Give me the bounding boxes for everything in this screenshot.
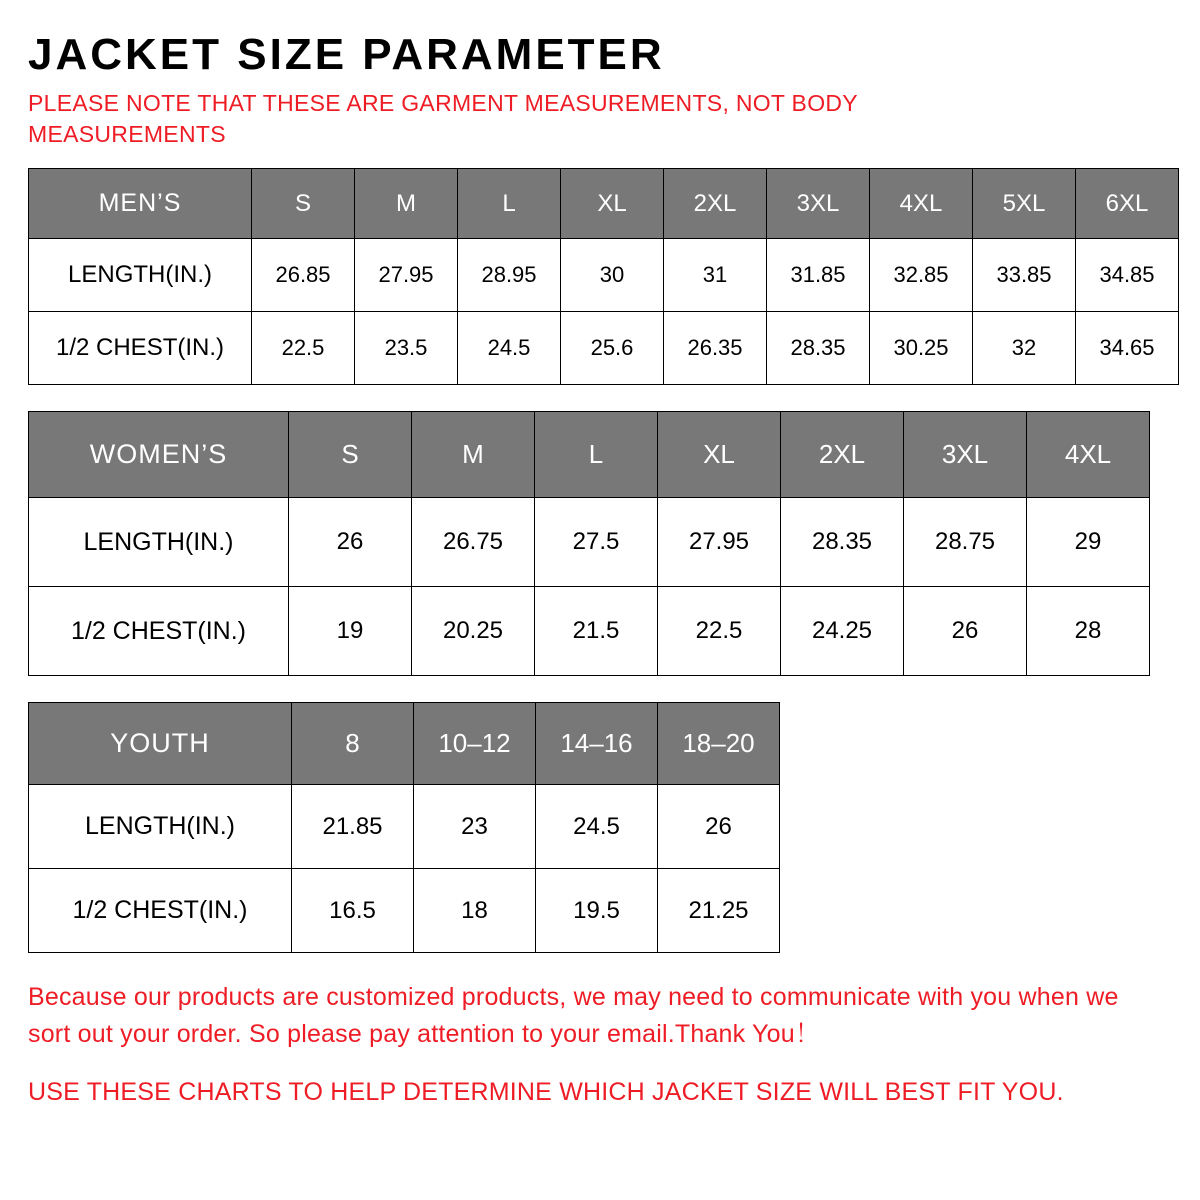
table-cell: 25.6 — [561, 312, 664, 385]
table-cell: 31 — [664, 239, 767, 312]
table-cell: 22.5 — [658, 587, 781, 676]
table-cell: 26.75 — [412, 498, 535, 587]
table-cell: 19.5 — [536, 869, 658, 953]
table-row — [29, 239, 1179, 312]
table-row — [29, 587, 1150, 676]
table-cell: 19 — [289, 587, 412, 676]
table-cell: 28.95 — [458, 239, 561, 312]
table-header-cell: 2XL — [781, 412, 904, 498]
page-title: JACKET SIZE PARAMETER — [28, 30, 665, 79]
table-header-cell: 10–12 — [414, 703, 536, 785]
table-cell: 21.85 — [292, 785, 414, 869]
mens-size-table — [28, 168, 1179, 385]
table-header-row — [29, 703, 780, 785]
table-cell: 21.5 — [535, 587, 658, 676]
row-label: 1/2 CHEST(IN.) — [29, 869, 292, 953]
table-cell: 23 — [414, 785, 536, 869]
table-header-cell: M — [412, 412, 535, 498]
table-row — [29, 312, 1179, 385]
table-cell: 34.85 — [1076, 239, 1179, 312]
table-cell: 22.5 — [252, 312, 355, 385]
table-cell: 28.75 — [904, 498, 1027, 587]
table-cell: 26 — [658, 785, 780, 869]
table-row — [29, 785, 780, 869]
table-header-row — [29, 412, 1150, 498]
garment-measurement-note: PLEASE NOTE THAT THESE ARE GARMENT MEASUREMENTS, NOT BODY MEASUREMENTS — [28, 90, 858, 148]
womens-size-table — [28, 411, 1150, 676]
table-header-cell: 6XL — [1076, 169, 1179, 239]
table-cell: 27.5 — [535, 498, 658, 587]
table-cell: 27.95 — [658, 498, 781, 587]
table-header-row — [29, 169, 1179, 239]
table-cell: 29 — [1027, 498, 1150, 587]
table-header-cell: S — [252, 169, 355, 239]
table-header-cell: L — [458, 169, 561, 239]
table-header-cell: S — [289, 412, 412, 498]
table-header-cell: MEN’S — [29, 169, 252, 239]
table-cell: 30.25 — [870, 312, 973, 385]
table-cell: 26 — [904, 587, 1027, 676]
table-cell: 26.35 — [664, 312, 767, 385]
table-cell: 24.5 — [536, 785, 658, 869]
table-cell: 32 — [973, 312, 1076, 385]
table-header-cell: 3XL — [904, 412, 1027, 498]
table-header-cell: 8 — [292, 703, 414, 785]
row-label: 1/2 CHEST(IN.) — [29, 587, 289, 676]
table-cell: 27.95 — [355, 239, 458, 312]
customization-note: Because our products are customized products, we may need to communicate with you when we sort out your order. So please pay attention to your email.Thank You！ — [28, 983, 1119, 1048]
table-cell: 34.65 — [1076, 312, 1179, 385]
table-header-cell: 5XL — [973, 169, 1076, 239]
table-row — [29, 498, 1150, 587]
table-cell: 26 — [289, 498, 412, 587]
chart-usage-note: USE THESE CHARTS TO HELP DETERMINE WHICH JACKET SIZE WILL BEST FIT YOU. — [28, 1077, 1064, 1106]
table-cell: 26.85 — [252, 239, 355, 312]
table-cell: 33.85 — [973, 239, 1076, 312]
youth-size-table — [28, 702, 780, 953]
table-header-cell: L — [535, 412, 658, 498]
table-cell: 30 — [561, 239, 664, 312]
table-header-cell: M — [355, 169, 458, 239]
table-cell: 31.85 — [767, 239, 870, 312]
table-header-cell: 14–16 — [536, 703, 658, 785]
table-header-cell: WOMEN’S — [29, 412, 289, 498]
table-cell: 28.35 — [781, 498, 904, 587]
table-header-cell: 4XL — [870, 169, 973, 239]
row-label: LENGTH(IN.) — [29, 785, 292, 869]
table-cell: 28.35 — [767, 312, 870, 385]
table-header-cell: 18–20 — [658, 703, 780, 785]
table-row — [29, 869, 780, 953]
table-header-cell: YOUTH — [29, 703, 292, 785]
table-header-cell: 4XL — [1027, 412, 1150, 498]
table-cell: 28 — [1027, 587, 1150, 676]
table-cell: 23.5 — [355, 312, 458, 385]
table-header-cell: XL — [658, 412, 781, 498]
table-cell: 24.25 — [781, 587, 904, 676]
table-header-cell: XL — [561, 169, 664, 239]
table-cell: 24.5 — [458, 312, 561, 385]
table-cell: 18 — [414, 869, 536, 953]
table-header-cell: 3XL — [767, 169, 870, 239]
table-cell: 21.25 — [658, 869, 780, 953]
table-cell: 32.85 — [870, 239, 973, 312]
row-label: LENGTH(IN.) — [29, 498, 289, 587]
row-label: LENGTH(IN.) — [29, 239, 252, 312]
table-cell: 16.5 — [292, 869, 414, 953]
table-cell: 20.25 — [412, 587, 535, 676]
table-header-cell: 2XL — [664, 169, 767, 239]
row-label: 1/2 CHEST(IN.) — [29, 312, 252, 385]
